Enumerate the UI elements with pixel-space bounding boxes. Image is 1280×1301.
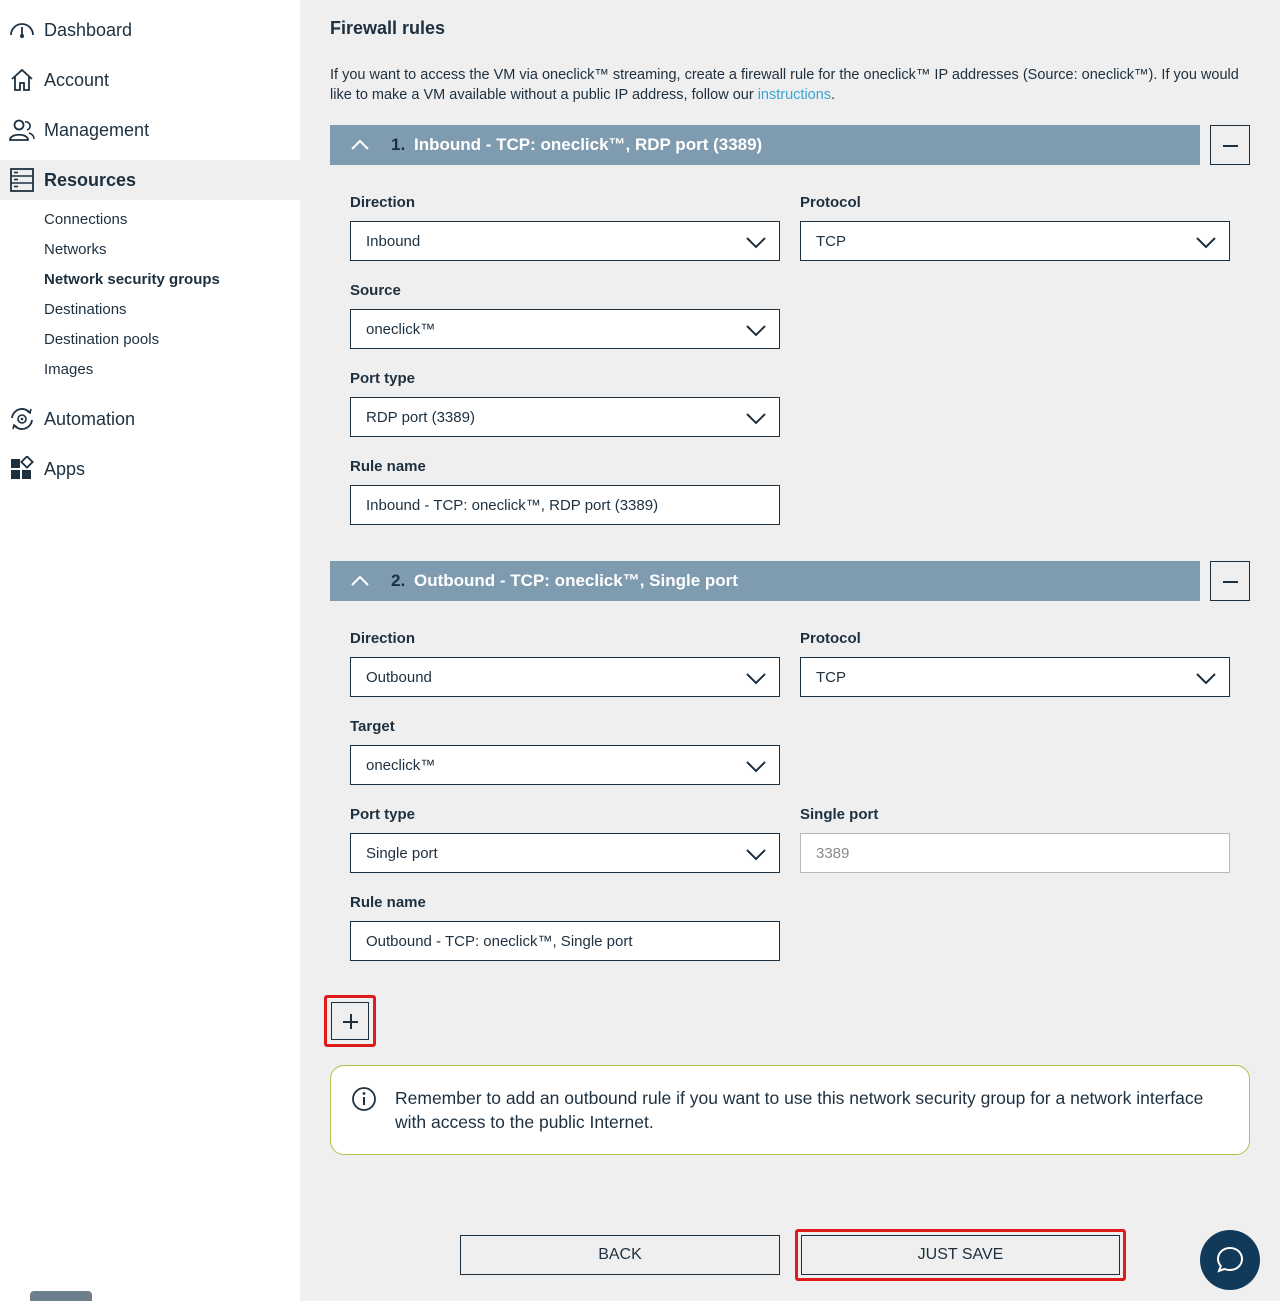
select-value: Outbound (366, 669, 432, 686)
remove-rule-1-button[interactable] (1210, 125, 1250, 165)
select-value: RDP port (3389) (366, 409, 475, 426)
input-value: Inbound - TCP: oneclick™, RDP port (3389) (366, 497, 659, 514)
intro-end: . (831, 87, 836, 103)
rule-name-label: Rule name (350, 458, 426, 475)
minus-icon (1223, 581, 1238, 583)
page-title: Firewall rules (330, 18, 446, 38)
port-type-select[interactable] (350, 397, 780, 437)
port-type-select[interactable] (350, 833, 780, 873)
main-content (300, 0, 1280, 1301)
nav-label: Apps (44, 458, 86, 479)
nav-label: Management (44, 119, 150, 140)
nav-dashboard[interactable] (0, 10, 300, 50)
chevron-up-icon (350, 137, 370, 153)
nav-label: Automation (44, 408, 136, 429)
chevron-down-icon (1195, 671, 1217, 685)
sidebar-item-network-security-groups[interactable]: Network security groups (44, 271, 220, 288)
users-icon (8, 117, 36, 143)
add-rule-highlight (324, 995, 376, 1047)
target-label: Target (350, 718, 395, 735)
info-icon (351, 1086, 377, 1112)
sidebar-item-connections[interactable]: Connections (44, 211, 128, 228)
nav-automation[interactable] (0, 399, 300, 439)
rule-1-header[interactable] (330, 125, 1200, 165)
remove-rule-2-button[interactable] (1210, 561, 1250, 601)
chevron-down-icon (745, 671, 767, 685)
intro-body: If you want to access the VM via oneclick™ streaming, create a firewall rule for the oneclick™ IP addresses (Source: oneclick™). If you would like to make a VM available without a public IP address, follow our (330, 67, 1239, 103)
minus-icon (1223, 145, 1238, 147)
add-rule-button[interactable] (331, 1002, 369, 1040)
nav-account[interactable] (0, 60, 300, 100)
rule-title: Outbound - TCP: oneclick™, Single port (414, 571, 738, 590)
nav-label: Dashboard (44, 19, 133, 40)
direction-label: Direction (350, 630, 416, 647)
rule-number: 2. (391, 571, 406, 590)
single-port-label: Single port (800, 806, 879, 823)
info-text: Remember to add an outbound rule if you want to use this network security group for a network interface with access to the public Internet. (395, 1088, 1204, 1132)
instructions-link[interactable]: instructions (757, 87, 832, 103)
home-icon (8, 67, 36, 93)
port-type-label: Port type (350, 806, 416, 823)
chevron-up-icon (350, 573, 370, 589)
direction-select[interactable] (350, 221, 780, 261)
chevron-down-icon (1195, 235, 1217, 249)
protocol-select[interactable] (800, 221, 1230, 261)
rule-name-input[interactable] (350, 485, 780, 525)
rule-2-header[interactable] (330, 561, 1200, 601)
select-value: TCP (816, 233, 846, 250)
dashboard-gauge-icon (8, 17, 36, 43)
nav-resources[interactable] (0, 160, 300, 200)
port-type-label: Port type (350, 370, 416, 387)
server-rack-icon (8, 167, 36, 193)
input-value: Outbound - TCP: oneclick™, Single port (366, 933, 633, 950)
protocol-label: Protocol (800, 630, 861, 647)
rule-number: 1. (391, 135, 406, 154)
select-value: TCP (816, 669, 846, 686)
single-port-input[interactable] (800, 833, 1230, 873)
plus-icon (350, 1014, 352, 1029)
back-button[interactable]: BACK (460, 1235, 780, 1275)
direction-select[interactable] (350, 657, 780, 697)
sidebar (0, 0, 300, 1301)
select-value: Inbound (366, 233, 421, 250)
input-placeholder: 3389 (816, 845, 850, 862)
rule-name-input[interactable] (350, 921, 780, 961)
protocol-label: Protocol (800, 194, 861, 211)
rule-title: Inbound - TCP: oneclick™, RDP port (3389) (414, 135, 763, 154)
nav-apps[interactable] (0, 449, 300, 489)
save-highlight (795, 1229, 1126, 1281)
source-label: Source (350, 282, 401, 299)
nav-label: Account (44, 69, 110, 90)
nav-management[interactable] (0, 110, 300, 150)
select-value: Single port (366, 845, 438, 862)
protocol-select[interactable] (800, 657, 1230, 697)
select-value: oneclick™ (366, 321, 436, 338)
sidebar-item-destination-pools[interactable]: Destination pools (44, 331, 160, 348)
nav-label: Resources (44, 169, 137, 190)
chevron-down-icon (745, 323, 767, 337)
chevron-down-icon (745, 411, 767, 425)
rule-name-label: Rule name (350, 894, 426, 911)
sidebar-item-networks[interactable]: Networks (44, 241, 107, 258)
chevron-down-icon (745, 759, 767, 773)
chevron-down-icon (745, 235, 767, 249)
just-save-button[interactable]: JUST SAVE (801, 1235, 1120, 1275)
select-value: oneclick™ (366, 757, 436, 774)
chevron-down-icon (745, 847, 767, 861)
sidebar-item-images[interactable]: Images (44, 361, 94, 378)
info-notice (330, 1065, 1250, 1155)
feedback-tab[interactable] (30, 1291, 92, 1301)
target-select[interactable] (350, 745, 780, 785)
chat-bubble-icon (1215, 1245, 1245, 1275)
source-select[interactable] (350, 309, 780, 349)
sidebar-item-destinations[interactable]: Destinations (44, 301, 127, 318)
apps-grid-icon (8, 456, 36, 482)
intro-text (330, 65, 1260, 105)
direction-label: Direction (350, 194, 416, 211)
chat-button[interactable] (1200, 1230, 1260, 1290)
gear-cycle-icon (8, 406, 36, 432)
